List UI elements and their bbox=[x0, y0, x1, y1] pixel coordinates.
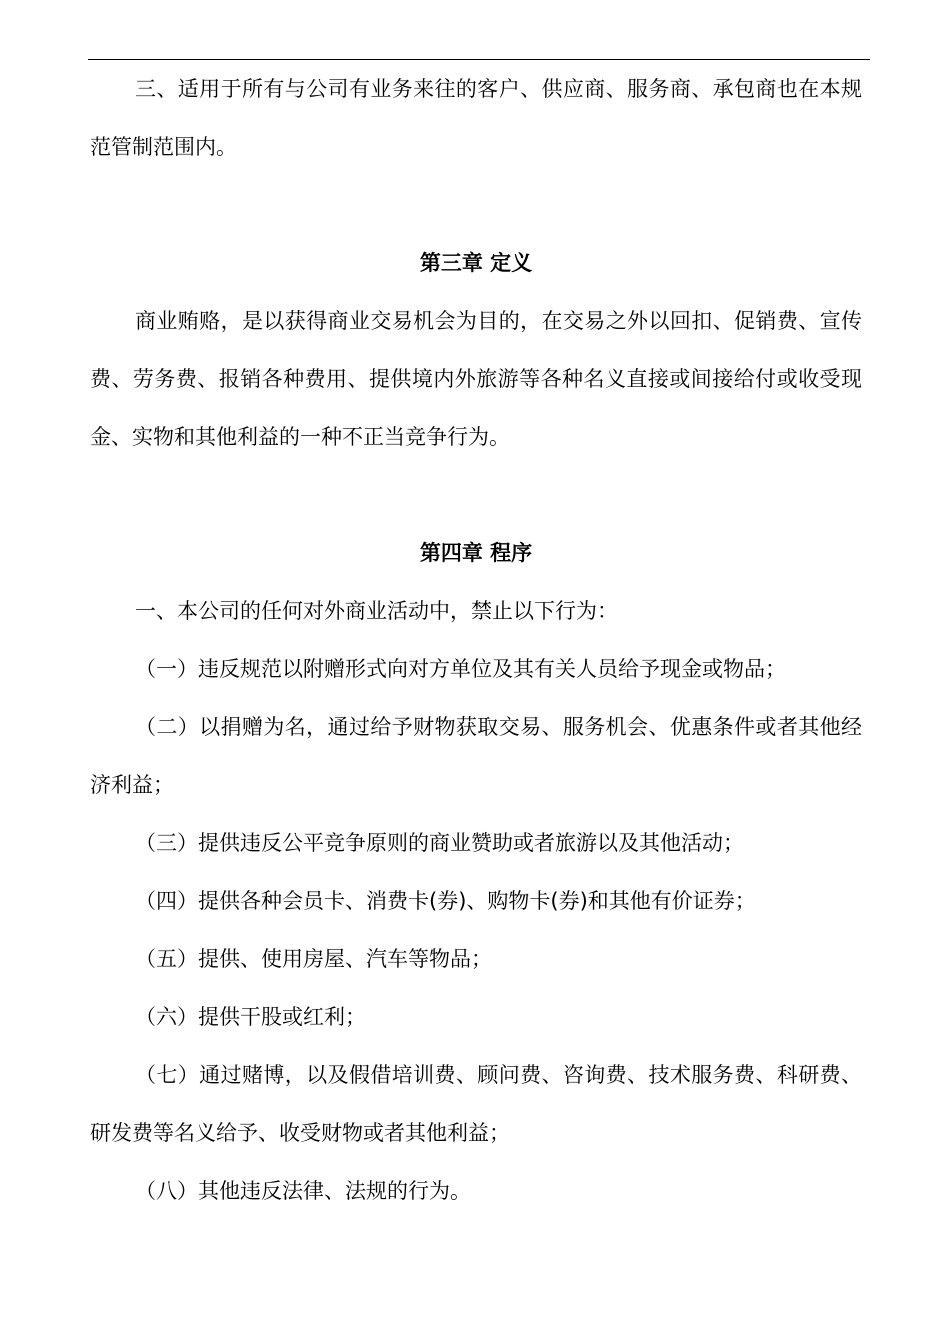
spacer bbox=[90, 466, 862, 524]
list-item: （七）通过赌博，以及假借培训费、顾问费、咨询费、技术服务费、科研费、研发费等名义给予、收受财物或者其他利益； bbox=[90, 1063, 862, 1145]
document-body bbox=[90, 60, 862, 1220]
list-item: （四）提供各种会员卡、消费卡(券)、购物卡(券)和其他有价证券； bbox=[135, 889, 756, 913]
chapter-3-title: 第三章 定义 bbox=[419, 251, 533, 275]
list-item: （一）违反规范以附赠形式向对方单位及其有关人员给予现金或物品； bbox=[135, 657, 786, 681]
chapter-4-title: 第四章 程序 bbox=[419, 541, 533, 565]
chapter-3-body: 商业贿赂，是以获得商业交易机会为目的，在交易之外以回扣、促销费、宣传费、劳务费、报销各种费用、提供境内外旅游等各种名义直接或间接给付或收受现金、实物和其他利益的一种不正当竞争行为。 bbox=[90, 309, 862, 449]
chapter-4-intro: 一、本公司的任何对外商业活动中，禁止以下行为： bbox=[135, 599, 618, 623]
list-item: （八）其他违反法律、法规的行为。 bbox=[135, 1179, 471, 1203]
list-item: （六）提供干股或红利； bbox=[135, 1005, 366, 1029]
list-item: （三）提供违反公平竞争原则的商业赞助或者旅游以及其他活动； bbox=[135, 831, 744, 855]
list-item: （二）以捐赠为名，通过给予财物获取交易、服务机会、优惠条件或者其他经济利益； bbox=[90, 715, 862, 797]
scope-paragraph-3: 三、适用于所有与公司有业务来往的客户、供应商、服务商、承包商也在本规范管制范围内。 bbox=[90, 77, 862, 159]
spacer bbox=[90, 176, 862, 234]
list-item: （五）提供、使用房屋、汽车等物品； bbox=[135, 947, 492, 971]
